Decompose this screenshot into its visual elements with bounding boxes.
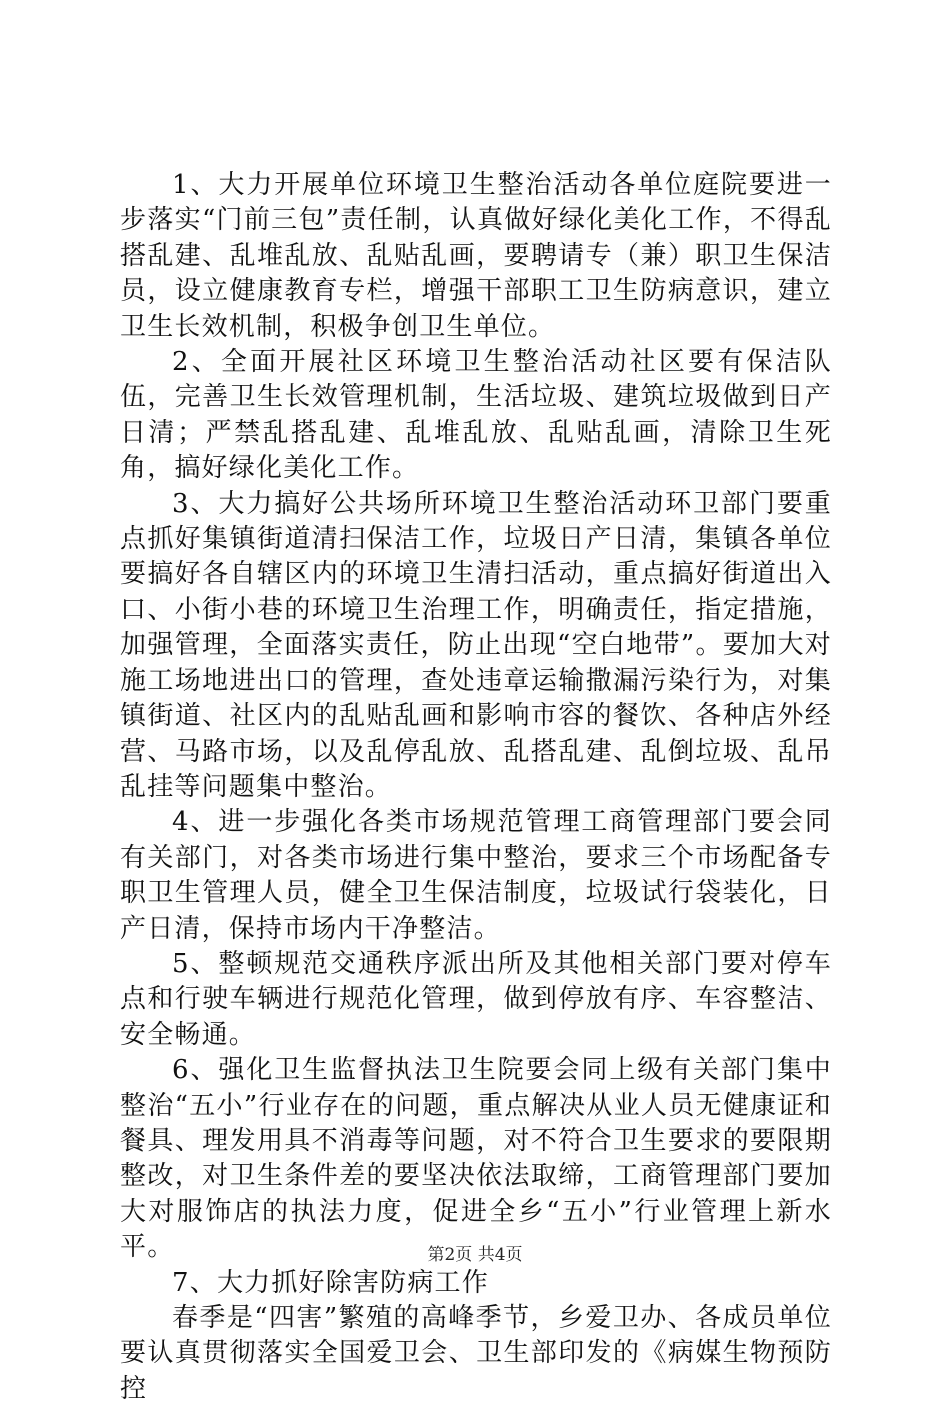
paragraph-2: 2、全面开展社区环境卫生整治活动社区要有保洁队伍，完善卫生长效管理机制，生活垃圾、建筑垃圾做到日产日清；严禁乱搭乱建、乱堆乱放、乱贴乱画，清除卫生死角，搞好绿化美化工作。 (120, 347, 832, 484)
page-footer: 第2页 共4页 (427, 1245, 523, 1265)
paragraph-5: 5、整顿规范交通秩序派出所及其他相关部门要对停车点和行驶车辆进行规范化管理，做到停放有序、车容整洁、安全畅通。 (120, 948, 832, 1050)
paragraph-6: 6、强化卫生监督执法卫生院要会同上级有关部门集中整治“五小”行业存在的问题，重点解决从业人员无健康证和餐具、理发用具不消毒等问题，对不符合卫生要求的要限期整改，对卫生条件差的要坚决依法取缔，工商管理部门要加大对服饰店的执法力度，促进全乡“五小”行业管理上新水平。 (120, 1055, 832, 1263)
paragraph-4: 4、进一步强化各类市场规范管理工商管理部门要会同有关部门，对各类市场进行集中整治，要求三个市场配备专职卫生管理人员，健全卫生保洁制度，垃圾试行袋装化，日产日清，保持市场内干净整洁。 (120, 807, 832, 944)
document-body (120, 168, 832, 1407)
paragraph-7-heading: 7、大力抓好除害防病工作 (172, 1267, 489, 1298)
paragraph-1: 1、大力开展单位环境卫生整治活动各单位庭院要进一步落实“门前三包”责任制，认真做好绿化美化工作，不得乱搭乱建、乱堆乱放、乱贴乱画，要聘请专（兼）职卫生保洁员，设立健康教育专栏，增强干部职工卫生防病意识，建立卫生长效机制，积极争创卫生单位。 (120, 170, 832, 342)
paragraph-3: 3、大力搞好公共场所环境卫生整治活动环卫部门要重点抓好集镇街道清扫保洁工作，垃圾日产日清，集镇各单位要搞好各自辖区内的环境卫生清扫活动，重点搞好街道出入口、小街小巷的环境卫生治理工作，明确责任，指定措施，加强管理，全面落实责任，防止出现“空白地带”。要加大对施工场地进出口的管理，查处违章运输撒漏污染行为，对集镇街道、社区内的乱贴乱画和影响市容的餐饮、各种店外经营、马路市场，以及乱停乱放、乱搭乱建、乱倒垃圾、乱吊乱挂等问题集中整治。 (120, 488, 832, 802)
paragraph-8: 春季是“四害”繁殖的高峰季节，乡爱卫办、各成员单位要认真贯彻落实全国爱卫会、卫生部印发的《病媒生物预防控 (120, 1303, 832, 1404)
